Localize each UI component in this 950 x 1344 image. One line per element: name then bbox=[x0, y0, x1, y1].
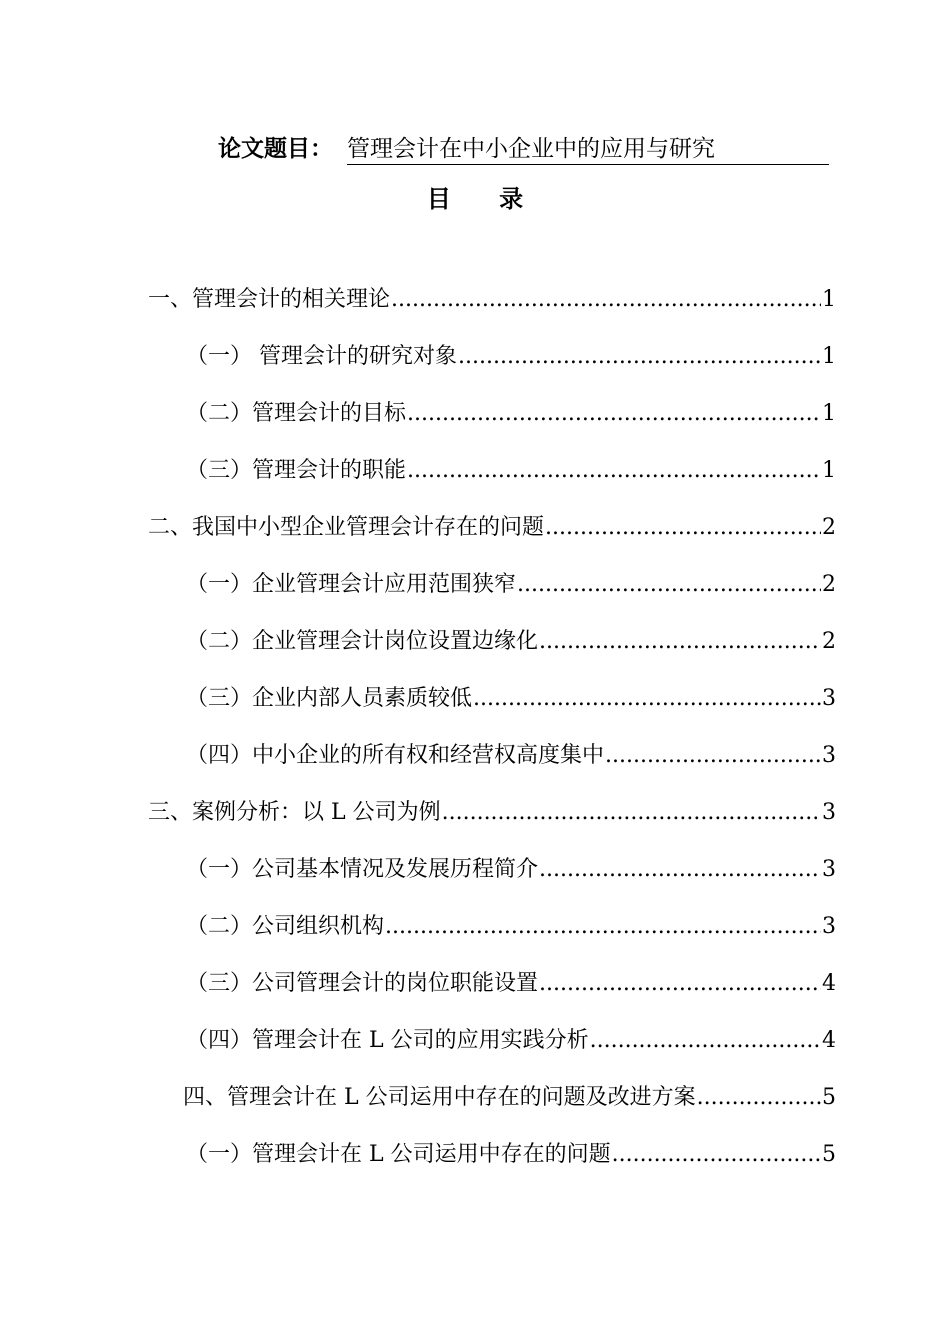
toc-entry[interactable] bbox=[148, 795, 836, 831]
toc-entry-text: 四、管理会计在 L 公司运用中存在的问题及改进方案 bbox=[183, 1085, 696, 1110]
toc-entry-page: 1 bbox=[822, 401, 836, 426]
toc-entry-text: （二）管理会计的目标 bbox=[186, 401, 407, 426]
toc-entry-text: （三）企业内部人员素质较低 bbox=[186, 686, 473, 711]
toc-entry[interactable] bbox=[186, 681, 836, 717]
toc-entry[interactable] bbox=[186, 453, 836, 489]
thesis-title-label: 论文题目： bbox=[218, 135, 333, 162]
toc-entry[interactable] bbox=[186, 624, 836, 660]
toc-leader-dots bbox=[473, 681, 821, 717]
toc-entry-text: （三）公司管理会计的岗位职能设置 bbox=[186, 971, 539, 996]
toc-leader-dots bbox=[391, 282, 821, 318]
toc-entry[interactable] bbox=[186, 852, 836, 888]
toc-entry-text: （一）企业管理会计应用范围狭窄 bbox=[186, 572, 517, 597]
toc-entry-text: （二）企业管理会计岗位设置边缘化 bbox=[186, 629, 539, 654]
toc-entry-text: （一）管理会计在 L 公司运用中存在的问题 bbox=[186, 1142, 611, 1167]
thesis-title bbox=[218, 132, 835, 166]
toc-entry-page: 3 bbox=[822, 857, 836, 882]
toc-leader-dots bbox=[385, 909, 821, 945]
toc-entry[interactable] bbox=[186, 339, 836, 375]
toc-entry-page: 4 bbox=[822, 971, 836, 996]
toc-entry-page: 1 bbox=[822, 287, 836, 312]
thesis-title-text: 管理会计在中小企业中的应用与研究 bbox=[347, 134, 829, 165]
toc-leader-dots bbox=[545, 510, 821, 546]
toc-entry-page: 2 bbox=[822, 572, 836, 597]
toc-entry[interactable] bbox=[186, 1023, 836, 1059]
toc-entry-page: 5 bbox=[822, 1085, 836, 1110]
toc-leader-dots bbox=[539, 966, 821, 1002]
toc-leader-dots bbox=[697, 1080, 821, 1116]
toc-leader-dots bbox=[442, 795, 821, 831]
toc-entry-text: 三、案例分析：以 L 公司为例 bbox=[148, 800, 441, 825]
toc-entry-text: （四）管理会计在 L 公司的应用实践分析 bbox=[186, 1028, 589, 1053]
toc-entry-page: 3 bbox=[822, 914, 836, 939]
toc-leader-dots bbox=[612, 1137, 821, 1173]
toc-leader-dots bbox=[458, 339, 821, 375]
toc-entry-text: （一）公司基本情况及发展历程简介 bbox=[186, 857, 539, 882]
toc-leader-dots bbox=[407, 396, 821, 432]
toc-entry-page: 1 bbox=[822, 344, 836, 369]
toc-entry-page: 4 bbox=[822, 1028, 836, 1053]
toc-entry-page: 2 bbox=[822, 629, 836, 654]
toc-entry[interactable] bbox=[186, 396, 836, 432]
toc-entry[interactable] bbox=[186, 909, 836, 945]
toc-entry-text: （四）中小企业的所有权和经营权高度集中 bbox=[186, 743, 605, 768]
toc-heading: 目 录 bbox=[426, 184, 544, 213]
toc-entry-text: （三）管理会计的职能 bbox=[186, 458, 407, 483]
toc-leader-dots bbox=[539, 624, 821, 660]
toc-entry-page: 3 bbox=[822, 743, 836, 768]
toc-leader-dots bbox=[590, 1023, 821, 1059]
toc-leader-dots bbox=[517, 567, 821, 603]
toc-leader-dots bbox=[407, 453, 821, 489]
toc-entry-page: 3 bbox=[822, 800, 836, 825]
toc-entry-text: 二、我国中小型企业管理会计存在的问题 bbox=[148, 515, 545, 540]
toc-entry-page: 3 bbox=[822, 686, 836, 711]
toc-entry[interactable] bbox=[148, 282, 836, 318]
toc-leader-dots bbox=[605, 738, 821, 774]
toc-entry[interactable] bbox=[186, 966, 836, 1002]
toc-entry-page: 1 bbox=[822, 458, 836, 483]
toc-entry-text: 一、管理会计的相关理论 bbox=[148, 287, 391, 312]
toc-entry-page: 2 bbox=[822, 515, 836, 540]
toc-leader-dots bbox=[539, 852, 821, 888]
toc-entry-text: （二）公司组织机构 bbox=[186, 914, 385, 939]
toc-entry-text: （一） 管理会计的研究对象 bbox=[186, 344, 457, 369]
toc-entry[interactable] bbox=[183, 1080, 836, 1116]
toc-entry-page: 5 bbox=[822, 1142, 836, 1167]
toc-entry[interactable] bbox=[186, 1137, 836, 1173]
toc-entry[interactable] bbox=[148, 510, 836, 546]
toc-entry[interactable] bbox=[186, 567, 836, 603]
toc-entry[interactable] bbox=[186, 738, 836, 774]
